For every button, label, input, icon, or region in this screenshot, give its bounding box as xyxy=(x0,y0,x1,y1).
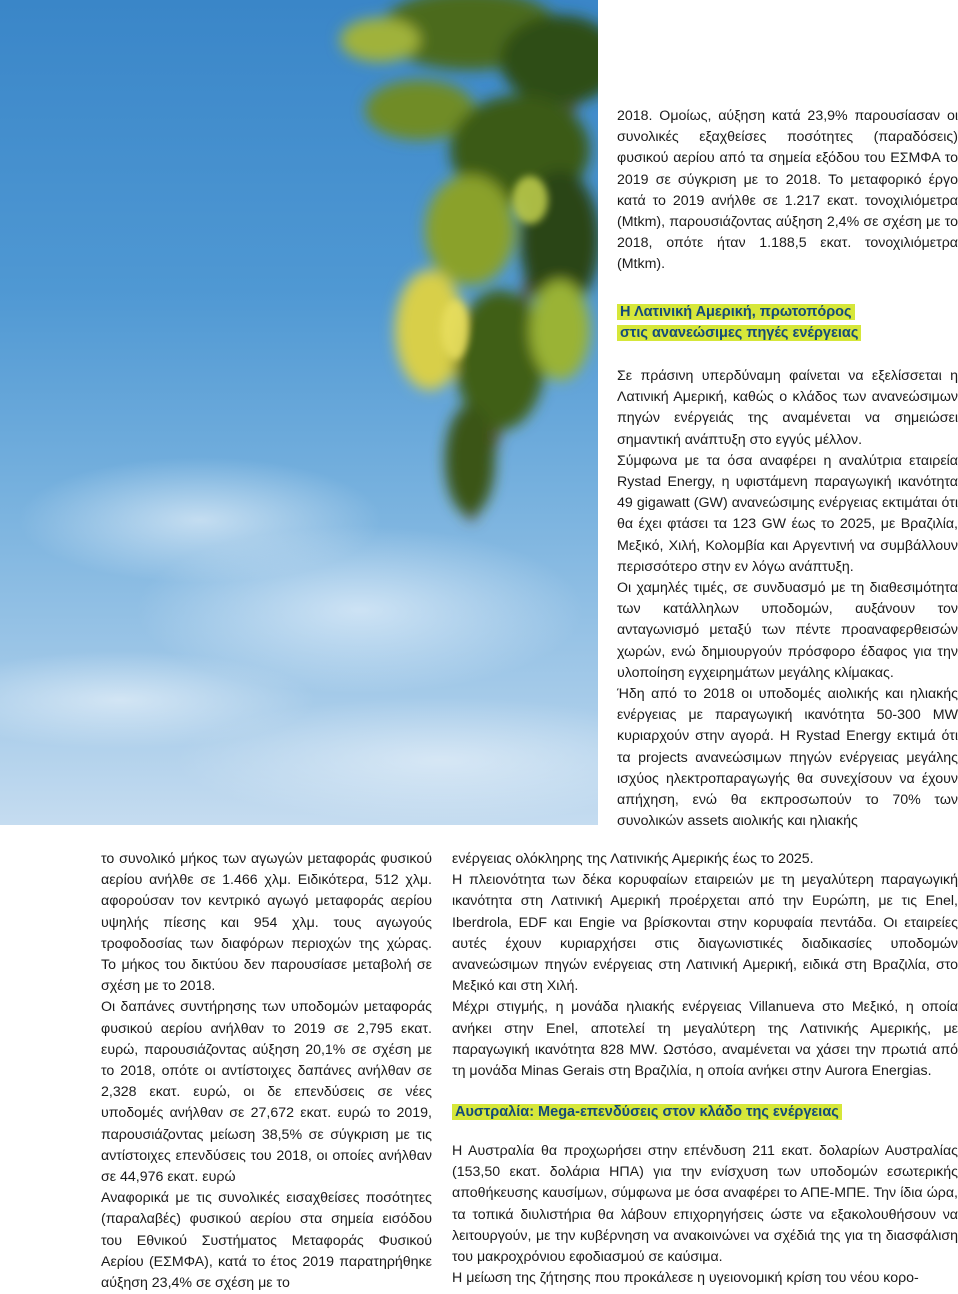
right-column-australia xyxy=(452,1141,958,1289)
paragraph: ενέργειας ολόκληρης της Λατινικής Αμερικής έως το 2025. xyxy=(452,851,814,867)
section-heading-australia xyxy=(452,1102,842,1123)
section-heading-latin-america xyxy=(617,302,861,344)
sky-branch-photo xyxy=(0,0,598,825)
paragraph: Ήδη από το 2018 οι υποδομές αιολικής και ηλιακής ενέργειας με παραγωγική ικανότητα 50-300 MW κυριαρχούν στην αγορά. Η Rystad Energy εκτιμά ότι τα projects ανανεώσιμων πηγών ενέργειας μεγάλης ισχύος ηλεκτροπαραγωγής θα συνεχίσουν να έχουν απήχηση, ενώ θα εκπροσωπούν το 70% των συνολικών assets αιολικής και ηλιακής xyxy=(617,686,958,830)
right-column-wide xyxy=(452,849,958,1082)
paragraph: Οι δαπάνες συντήρησης των υποδομών μεταφοράς φυσικού αερίου ανήλθαν το 2019 σε 2,795 εκατ. ευρώ, παρουσιάζοντας αύξηση 20,1% σε σχέση με το 2018, οπότε οι αντίστοιχες δαπάνες ανήλθαν σε 2,328 εκατ. ευρώ, οι δε επενδύσεις σε νέες υποδομές ανήλθαν σε 27,672 εκατ. ευρώ το 2019, παρουσιάζοντας μείωση 38,5% σε σύγκριση με τις αντίστοιχες επενδύσεις του 2018, οι οποίες ανήλθαν σε 44,976 εκατ. ευρώ xyxy=(101,999,432,1186)
paragraph: 2018. Ομοίως, αύξηση κατά 23,9% παρουσίασαν οι συνολικές εξαχθείσες ποσότητες (παραδόσεις) φυσικού αερίου από τα σημεία εξόδου του ΕΣΜΦΑ το 2019 σε σύγκριση με το 2018. Το μεταφορικό έργο κατά το 2019 ανήλθε σε 1.217 εκατ. τονοχιλιόμετρα (Mtkm), παρουσιάζοντας αύξηση 2,4% σε σχέση με το 2018, οπότε ήταν 1.188,5 εκατ. τονοχιλιόμετρα (Mtkm). xyxy=(617,108,958,273)
paragraph: Σε πράσινη υπερδύναμη φαίνεται να εξελίσσεται η Λατινική Αμερική, καθώς ο κλάδος των ανανεώσιμων πηγών ενέργειάς της αναμένεται να σημειώσει σημαντική ανάπτυξη στο εγγύς μέλλον. xyxy=(617,368,958,448)
right-column-top xyxy=(617,106,958,276)
paragraph: Σύμφωνα με τα όσα αναφέρει η αναλύτρια εταιρεία Rystad Energy, η υφιστάμενη παραγωγική ικανότητα 49 gigawatt (GW) ανανεώσιμης ενέργειας εκτιμάται ότι θα έχει φτάσει τα 123 GW έως το 2025, με Βραζιλία, Μεξικό, Χιλή, Κολομβία και Αργεντινή να συμβάλλουν περισσότερο στην εν λόγω ανάπτυξη. xyxy=(617,452,958,575)
paragraph: Η μείωση της ζήτησης που προκάλεσε η υγειονομική κρίση του νέου κορο- xyxy=(452,1270,919,1287)
branch-leaves-graphic xyxy=(0,0,598,825)
heading-line: Αυστραλία: Mega-επενδύσεις στον κλάδο της ενέργειας xyxy=(452,1104,842,1120)
paragraph: το συνολικό μήκος των αγωγών μεταφοράς φυσικού αερίου ανήλθε σε 1.466 χλμ. Ειδικότερα, 512 χλμ. αφορούσαν τον κεντρικό αγωγό μεταφοράς αερίου υψηλής πίεσης και 954 χλμ. τους αγωγούς τροφοδοσίας των διαφόρων περιοχών της χώρας. Το μήκος του δικτύου δεν παρουσίασε μεταβολή σε σχέση με το 2018. xyxy=(101,851,432,995)
paragraph: Αναφορικά με τις συνολικές εισαχθείσες ποσότητες (παραλαβές) φυσικού αερίου στα σημεία εισόδου του Εθνικού Συστήματος Μεταφοράς Φυσικού Αερίου (ΕΣΜΦΑ), κατά το έτος 2019 παρατηρήθηκε αύξηση 23,4% σε σχέση με το xyxy=(101,1190,432,1292)
left-column xyxy=(101,849,432,1294)
paragraph: Μέχρι στιγμής, η μονάδα ηλιακής ενέργειας Villanueva στο Μεξικό, η οποία ανήκει στην Enel, αποτελεί τη μεγαλύτερη της Λατινικής Αμερικής, με παραγωγική ικανότητα 828 MW. Ωστόσο, αναμένεται να χάσει την πρωτιά από τη μονάδα Minas Gerais στη Βραζιλία, η οποία ανήκει στην Aurora Energias. xyxy=(452,999,958,1080)
paragraph: Η πλειονότητα των δέκα κορυφαίων εταιρειών με τη μεγαλύτερη παραγωγική ικανότητα στη Λατινική Αμερική προέρχεται από την Ευρώπη, με τις Enel, Iberdrola, EDF και Engie να βρίσκονται στην κορυφαία πεντάδα. Οι εταιρείες αυτές έχουν κυριαρχήσει στις διαγωνιστικές διαδικασίες υποδομών ανανεώσιμων πηγών ενέργειας στη Λατινική Αμερική, ειδικά στη Βραζιλία, στο Μεξικό και στη Χιλή. xyxy=(452,872,958,995)
heading-line: Η Λατινική Αμερική, πρωτοπόρος xyxy=(617,304,855,320)
heading-line: στις ανανεώσιμες πηγές ενέργειας xyxy=(617,325,861,341)
paragraph: Η Αυστραλία θα προχωρήσει στην επένδυση 211 εκατ. δολαρίων Αυστραλίας (153,50 εκατ. δολάρια ΗΠΑ) για την ενίσχυση των υποδομών εσωτερικής αποθήκευσης καυσίμων, σύμφωνα με όσα αναφέρει το ΑΠΕ-ΜΠΕ. Την ίδια ώρα, τα τοπικά διυλιστήρια θα λάβουν επιχορηγήσεις ώστε να εξακολουθήσουν να λειτουργούν, με την κυβέρνηση να ανακοινώνει να σχέδιά της για τη διασφάλιση του μακροχρόνιου εφοδιασμού σε καύσιμα. xyxy=(452,1143,958,1266)
right-column-latin xyxy=(617,366,958,832)
paragraph: Οι χαμηλές τιμές, σε συνδυασμό με τη διαθεσιμότητα των κατάλληλων υποδομών, αυξάνουν τον ανταγωνισμό μεταξύ των πέντε προαναφερθεισών χωρών, ενώ δημιουργούν πρόσφορο έδαφος για την υλοποίηση εγχειρημάτων μεγάλης κλίμακας. xyxy=(617,580,958,681)
